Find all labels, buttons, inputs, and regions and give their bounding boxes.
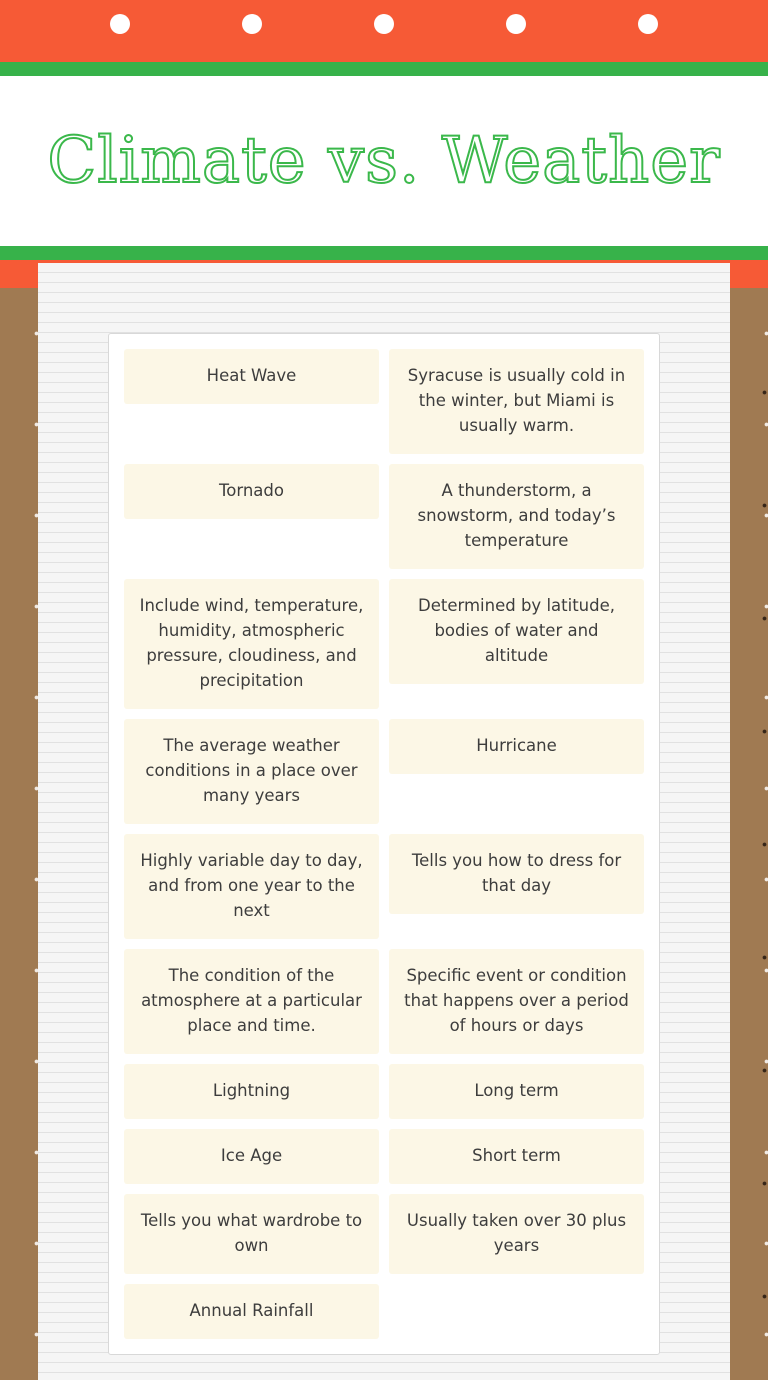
binder-ring-icon	[110, 14, 130, 34]
sort-card[interactable]: The condition of the atmosphere at a particular place and time.	[124, 949, 379, 1054]
sort-card[interactable]: Ice Age	[124, 1129, 379, 1184]
sort-card[interactable]: The average weather conditions in a place over many years	[124, 719, 379, 824]
sort-card[interactable]: Syracuse is usually cold in the winter, but Miami is usually warm.	[389, 349, 644, 454]
title-band	[0, 76, 768, 246]
binder-ring-icon	[242, 14, 262, 34]
sort-card[interactable]: A thunderstorm, a snowstorm, and today’s temperature	[389, 464, 644, 569]
sort-card[interactable]: Tells you how to dress for that day	[389, 834, 644, 914]
sort-card[interactable]: Tornado	[124, 464, 379, 519]
sort-card[interactable]: Lightning	[124, 1064, 379, 1119]
sort-card[interactable]: Heat Wave	[124, 349, 379, 404]
sort-card[interactable]: Usually taken over 30 plus years	[389, 1194, 644, 1274]
header-top-bar	[0, 0, 768, 62]
binder-ring-icon	[374, 14, 394, 34]
sort-card[interactable]: Hurricane	[389, 719, 644, 774]
sort-card[interactable]: Include wind, temperature, humidity, atmospheric pressure, cloudiness, and precipitation	[124, 579, 379, 709]
binder-ring-icon	[638, 14, 658, 34]
sort-card[interactable]: Specific event or condition that happens over a period of hours or days	[389, 949, 644, 1054]
binder-ring-icon	[506, 14, 526, 34]
sort-card[interactable]: Highly variable day to day, and from one year to the next	[124, 834, 379, 939]
sort-card[interactable]: Long term	[389, 1064, 644, 1119]
header-stripe-bottom	[0, 246, 768, 260]
sort-card[interactable]: Annual Rainfall	[124, 1284, 379, 1339]
sort-card[interactable]: Tells you what wardrobe to own	[124, 1194, 379, 1274]
sort-card[interactable]: Determined by latitude, bodies of water and altitude	[389, 579, 644, 684]
worksheet-title: Climate vs. Weather	[47, 124, 721, 198]
header-stripe-top	[0, 62, 768, 76]
sort-card[interactable]: Short term	[389, 1129, 644, 1184]
